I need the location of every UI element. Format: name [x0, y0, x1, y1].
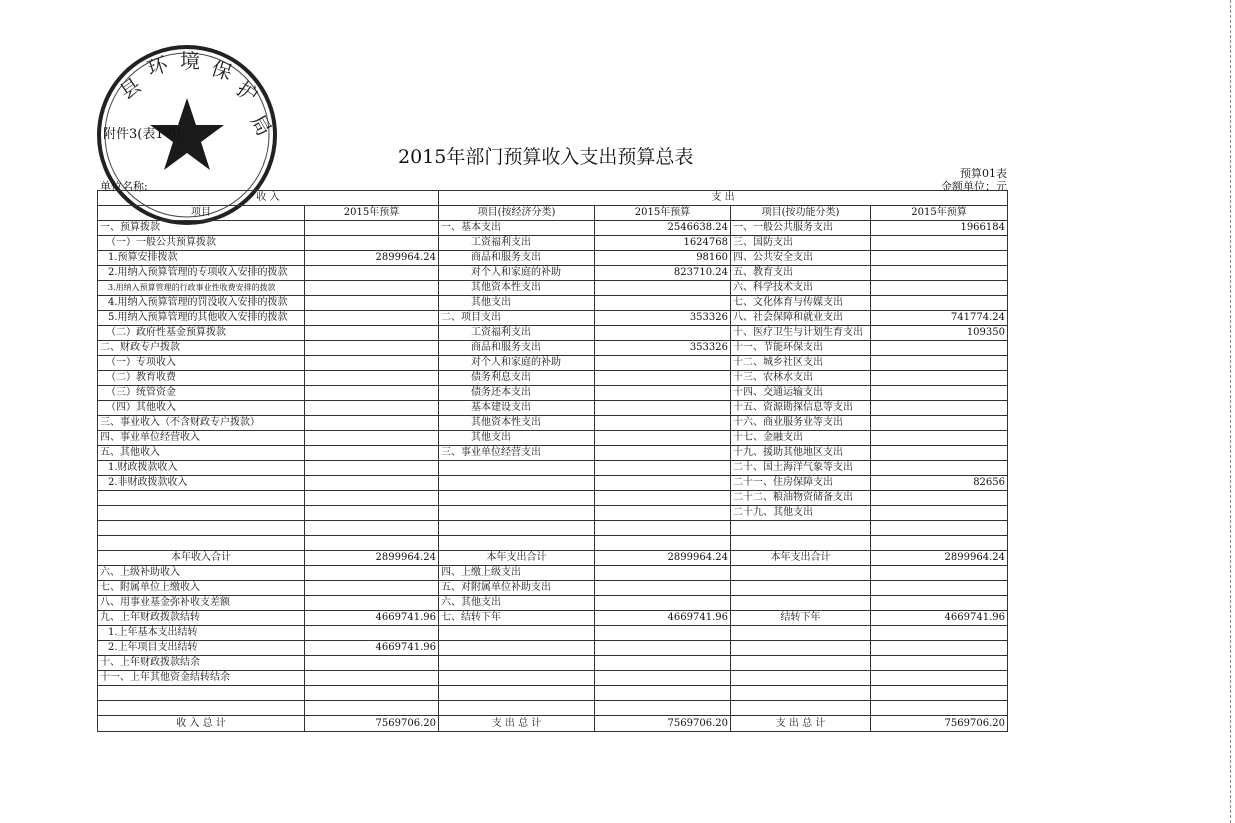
table-row — [98, 491, 1008, 506]
cell-econ-item: 对个人和家庭的补助 — [439, 356, 595, 371]
cell-func-item — [731, 626, 871, 641]
group-header-row — [98, 191, 1008, 206]
col-header-econ-item: 项目(按经济分类) — [439, 206, 595, 221]
cell-income-amount — [305, 296, 439, 311]
cell-income-amount — [305, 446, 439, 461]
cell-econ-amount — [595, 641, 731, 656]
svg-text:局: 局 — [245, 110, 277, 140]
cell-income-amount: 4669741.96 — [305, 611, 439, 626]
cell-econ-amount: 1624768 — [595, 236, 731, 251]
col-header-income-item: 项目 — [98, 206, 305, 221]
cell-func-item: 十九、援助其他地区支出 — [731, 446, 871, 461]
table-row — [98, 536, 1008, 551]
cell-func-item: 二十一、住房保障支出 — [731, 476, 871, 491]
cell-income-item — [98, 506, 305, 521]
cell-func-amount: 109350 — [871, 326, 1008, 341]
cell-func-item: 六、科学技术支出 — [731, 281, 871, 296]
cell-econ-item: 商品和服务支出 — [439, 341, 595, 356]
cell-income-amount — [305, 476, 439, 491]
cell-income-item: 4.用纳入预算管理的罚没收入安排的拨款 — [98, 296, 305, 311]
table-row — [98, 626, 1008, 641]
page-edge — [1229, 0, 1231, 823]
cell-func-item: 十三、农林水支出 — [731, 371, 871, 386]
cell-econ-item: 支 出 总 计 — [439, 716, 595, 732]
col-header-econ-amount: 2015年预算 — [595, 206, 731, 221]
cell-func-item — [731, 581, 871, 596]
cell-econ-amount: 823710.24 — [595, 266, 731, 281]
cell-econ-item: 五、对附属单位补助支出 — [439, 581, 595, 596]
cell-func-amount: 741774.24 — [871, 311, 1008, 326]
cell-income-item — [98, 701, 305, 716]
svg-text:护: 护 — [232, 76, 263, 108]
cell-income-amount — [305, 521, 439, 536]
table-row — [98, 236, 1008, 251]
table-row — [98, 581, 1008, 596]
cell-func-item — [731, 521, 871, 536]
column-header-row — [98, 206, 1008, 221]
cell-func-amount — [871, 491, 1008, 506]
cell-func-amount — [871, 521, 1008, 536]
table-row — [98, 416, 1008, 431]
cell-func-amount — [871, 236, 1008, 251]
cell-func-amount — [871, 416, 1008, 431]
cell-econ-amount — [595, 566, 731, 581]
cell-income-amount — [305, 536, 439, 551]
cell-income-item: 2.用纳入预算管理的专项收入安排的拨款 — [98, 266, 305, 281]
table-row — [98, 506, 1008, 521]
cell-func-item: 十、医疗卫生与计划生育支出 — [731, 326, 871, 341]
col-header-income-amount: 2015年预算 — [305, 206, 439, 221]
cell-func-item — [731, 536, 871, 551]
cell-func-item: 本年支出合计 — [731, 551, 871, 566]
cell-income-amount — [305, 431, 439, 446]
cell-func-item: 十二、城乡社区支出 — [731, 356, 871, 371]
table-row — [98, 671, 1008, 686]
cell-income-item: （四）其他收入 — [98, 401, 305, 416]
cell-econ-amount — [595, 581, 731, 596]
cell-income-amount — [305, 326, 439, 341]
cell-econ-amount — [595, 401, 731, 416]
cell-func-item: 三、国防支出 — [731, 236, 871, 251]
cell-econ-amount: 353326 — [595, 311, 731, 326]
cell-func-amount — [871, 296, 1008, 311]
cell-econ-item: 其他资本性支出 — [439, 281, 595, 296]
cell-func-amount: 7569706.20 — [871, 716, 1008, 732]
cell-func-amount — [871, 281, 1008, 296]
cell-func-item: 五、教育支出 — [731, 266, 871, 281]
cell-func-item: 十六、商业服务业等支出 — [731, 416, 871, 431]
cell-econ-amount — [595, 281, 731, 296]
cell-income-item: 3.用纳入预算管理的行政事业性收费安排的拨款 — [98, 281, 305, 296]
cell-income-amount — [305, 656, 439, 671]
cell-income-item — [98, 536, 305, 551]
cell-econ-item — [439, 641, 595, 656]
svg-text:环: 环 — [144, 51, 171, 81]
cell-income-amount — [305, 386, 439, 401]
cell-income-item — [98, 521, 305, 536]
cell-income-item: 二、财政专户拨款 — [98, 341, 305, 356]
table-row — [98, 221, 1008, 236]
cell-econ-amount: 7569706.20 — [595, 716, 731, 732]
cell-econ-amount — [595, 506, 731, 521]
cell-econ-item: 六、其他支出 — [439, 596, 595, 611]
cell-func-item — [731, 641, 871, 656]
cell-income-amount — [305, 311, 439, 326]
cell-income-item: 三、事业收入（不含财政专户拨款） — [98, 416, 305, 431]
cell-econ-amount — [595, 521, 731, 536]
cell-func-item: 一、一般公共服务支出 — [731, 221, 871, 236]
cell-func-item — [731, 596, 871, 611]
svg-text:保: 保 — [208, 55, 235, 85]
page-title: 2015年部门预算收入支出预算总表 — [398, 146, 694, 168]
cell-econ-amount — [595, 386, 731, 401]
cell-econ-item — [439, 656, 595, 671]
table-row — [98, 371, 1008, 386]
cell-income-amount — [305, 236, 439, 251]
money-unit: 金额单位：元 — [941, 180, 1007, 193]
cell-income-item: 一、预算拨款 — [98, 221, 305, 236]
col-header-func-item: 项目(按功能分类) — [731, 206, 871, 221]
cell-econ-amount — [595, 296, 731, 311]
cell-income-amount — [305, 221, 439, 236]
cell-income-item: （一）专项收入 — [98, 356, 305, 371]
cell-econ-item: 三、事业单位经营支出 — [439, 446, 595, 461]
unit-name-label: 单位名称: — [100, 180, 148, 193]
form-number: 预算01表 — [960, 167, 1007, 180]
table-row — [98, 326, 1008, 341]
cell-econ-item: 商品和服务支出 — [439, 251, 595, 266]
cell-income-amount — [305, 461, 439, 476]
cell-func-item: 十四、交通运输支出 — [731, 386, 871, 401]
cell-income-amount — [305, 401, 439, 416]
table-row — [98, 641, 1008, 656]
cell-income-amount — [305, 506, 439, 521]
cell-func-amount: 4669741.96 — [871, 611, 1008, 626]
cell-econ-item: 对个人和家庭的补助 — [439, 266, 595, 281]
cell-func-amount: 1966184 — [871, 221, 1008, 236]
cell-func-item: 二十、国土海洋气象等支出 — [731, 461, 871, 476]
cell-func-amount — [871, 641, 1008, 656]
cell-func-item: 结转下年 — [731, 611, 871, 626]
cell-econ-item: 基本建设支出 — [439, 401, 595, 416]
cell-func-amount — [871, 341, 1008, 356]
cell-func-amount — [871, 401, 1008, 416]
cell-econ-item — [439, 461, 595, 476]
cell-income-item: 5.用纳入预算管理的其他收入安排的拨款 — [98, 311, 305, 326]
table-row — [98, 266, 1008, 281]
cell-econ-amount: 2546638.24 — [595, 221, 731, 236]
cell-income-item: 七、附属单位上缴收入 — [98, 581, 305, 596]
cell-func-amount — [871, 626, 1008, 641]
cell-econ-item — [439, 701, 595, 716]
table-row — [98, 446, 1008, 461]
cell-income-item: 八、用事业基金弥补收支差额 — [98, 596, 305, 611]
cell-income-item: 2.上年项目支出结转 — [98, 641, 305, 656]
svg-text:境: 境 — [180, 49, 200, 73]
cell-income-amount — [305, 266, 439, 281]
cell-econ-item: 七、结转下年 — [439, 611, 595, 626]
cell-income-item: 五、其他收入 — [98, 446, 305, 461]
table-row — [98, 251, 1008, 266]
cell-func-item: 十一、节能环保支出 — [731, 341, 871, 356]
table-row — [98, 656, 1008, 671]
cell-income-item: 本年收入合计 — [98, 551, 305, 566]
cell-func-item: 七、文化体育与传媒支出 — [731, 296, 871, 311]
cell-func-amount — [871, 446, 1008, 461]
cell-income-amount — [305, 491, 439, 506]
cell-func-item: 二十二、粮油物资储备支出 — [731, 491, 871, 506]
cell-econ-item: 债务利息支出 — [439, 371, 595, 386]
table-row — [98, 701, 1008, 716]
cell-income-item: （三）统管资金 — [98, 386, 305, 401]
table-row — [98, 311, 1008, 326]
cell-income-item: 六、上级补助收入 — [98, 566, 305, 581]
cell-income-amount — [305, 671, 439, 686]
cell-econ-amount — [595, 356, 731, 371]
cell-func-amount — [871, 356, 1008, 371]
table-row — [98, 341, 1008, 356]
cell-income-item — [98, 491, 305, 506]
cell-econ-amount — [595, 656, 731, 671]
cell-econ-amount — [595, 596, 731, 611]
cell-income-amount — [305, 356, 439, 371]
cell-func-amount — [871, 656, 1008, 671]
cell-income-amount — [305, 416, 439, 431]
cell-econ-item — [439, 626, 595, 641]
cell-econ-amount — [595, 461, 731, 476]
cell-econ-amount — [595, 371, 731, 386]
cell-income-amount — [305, 686, 439, 701]
table-row — [98, 596, 1008, 611]
cell-func-amount — [871, 266, 1008, 281]
income-group-header: 收 入 — [98, 191, 439, 206]
svg-text:县: 县 — [115, 72, 146, 105]
col-header-func-amount: 2015年预算 — [871, 206, 1008, 221]
cell-income-amount — [305, 596, 439, 611]
budget-table — [97, 190, 1008, 732]
cell-income-item: 九、上年财政拨款结转 — [98, 611, 305, 626]
table-row — [98, 296, 1008, 311]
table-row — [98, 521, 1008, 536]
cell-econ-amount — [595, 626, 731, 641]
cell-econ-amount: 2899964.24 — [595, 551, 731, 566]
cell-func-item: 八、社会保障和就业支出 — [731, 311, 871, 326]
cell-func-item — [731, 566, 871, 581]
cell-econ-amount — [595, 416, 731, 431]
cell-income-amount — [305, 581, 439, 596]
cell-income-amount — [305, 626, 439, 641]
cell-income-amount — [305, 701, 439, 716]
cell-econ-item: 一、基本支出 — [439, 221, 595, 236]
cell-income-item — [98, 686, 305, 701]
expense-group-header: 支 出 — [439, 191, 1008, 206]
table-row — [98, 551, 1008, 566]
cell-econ-amount — [595, 701, 731, 716]
table-row — [98, 281, 1008, 296]
cell-func-amount — [871, 461, 1008, 476]
table-row — [98, 686, 1008, 701]
cell-func-item: 二十九、其他支出 — [731, 506, 871, 521]
table-row — [98, 566, 1008, 581]
cell-income-item: 十、上年财政拨款结余 — [98, 656, 305, 671]
cell-income-item: 收 入 总 计 — [98, 716, 305, 732]
cell-income-item: （二）教育收费 — [98, 371, 305, 386]
table-row — [98, 716, 1008, 732]
cell-econ-item — [439, 686, 595, 701]
cell-func-item — [731, 656, 871, 671]
cell-income-item: （一）一般公共预算拨款 — [98, 236, 305, 251]
cell-func-amount: 2899964.24 — [871, 551, 1008, 566]
cell-func-amount — [871, 596, 1008, 611]
cell-econ-item: 债务还本支出 — [439, 386, 595, 401]
cell-income-amount — [305, 281, 439, 296]
table-row — [98, 476, 1008, 491]
cell-func-item — [731, 671, 871, 686]
cell-econ-amount — [595, 326, 731, 341]
cell-income-amount — [305, 341, 439, 356]
cell-func-item — [731, 701, 871, 716]
cell-func-amount — [871, 251, 1008, 266]
cell-econ-item: 工资福利支出 — [439, 236, 595, 251]
cell-income-item: 四、事业单位经营收入 — [98, 431, 305, 446]
cell-func-amount: 82656 — [871, 476, 1008, 491]
cell-income-item: （二）政府性基金预算拨款 — [98, 326, 305, 341]
cell-func-amount — [871, 431, 1008, 446]
cell-income-item: 十一、上年其他资金结转结余 — [98, 671, 305, 686]
table-row — [98, 356, 1008, 371]
cell-income-amount: 4669741.96 — [305, 641, 439, 656]
table-row — [98, 431, 1008, 446]
cell-income-item: 2.非财政拨款收入 — [98, 476, 305, 491]
cell-econ-item — [439, 671, 595, 686]
cell-func-amount — [871, 386, 1008, 401]
cell-econ-item — [439, 491, 595, 506]
cell-econ-amount — [595, 491, 731, 506]
cell-func-item: 十五、资源勘探信息等支出 — [731, 401, 871, 416]
cell-func-amount — [871, 506, 1008, 521]
table-row — [98, 461, 1008, 476]
cell-econ-item — [439, 521, 595, 536]
cell-func-amount — [871, 371, 1008, 386]
cell-econ-item — [439, 506, 595, 521]
cell-func-amount — [871, 536, 1008, 551]
cell-income-item: 1.财政拨款收入 — [98, 461, 305, 476]
cell-func-amount — [871, 686, 1008, 701]
cell-econ-item: 工资福利支出 — [439, 326, 595, 341]
cell-econ-amount — [595, 431, 731, 446]
cell-func-item: 支 出 总 计 — [731, 716, 871, 732]
table-row — [98, 386, 1008, 401]
cell-func-item: 十七、金融支出 — [731, 431, 871, 446]
cell-income-amount: 7569706.20 — [305, 716, 439, 732]
cell-econ-amount — [595, 476, 731, 491]
cell-income-amount — [305, 371, 439, 386]
cell-econ-item — [439, 476, 595, 491]
cell-econ-amount: 4669741.96 — [595, 611, 731, 626]
cell-econ-item: 其他支出 — [439, 296, 595, 311]
cell-econ-item: 其他支出 — [439, 431, 595, 446]
cell-func-item — [731, 686, 871, 701]
cell-econ-item: 四、上缴上级支出 — [439, 566, 595, 581]
cell-econ-item — [439, 536, 595, 551]
cell-econ-amount — [595, 536, 731, 551]
cell-func-amount — [871, 671, 1008, 686]
cell-income-amount: 2899964.24 — [305, 251, 439, 266]
table-row — [98, 401, 1008, 416]
cell-econ-amount: 98160 — [595, 251, 731, 266]
cell-econ-amount — [595, 671, 731, 686]
cell-econ-item: 其他资本性支出 — [439, 416, 595, 431]
cell-econ-amount — [595, 446, 731, 461]
cell-func-amount — [871, 581, 1008, 596]
cell-econ-item: 本年支出合计 — [439, 551, 595, 566]
cell-econ-amount — [595, 686, 731, 701]
cell-econ-amount: 353326 — [595, 341, 731, 356]
cell-func-item: 四、公共安全支出 — [731, 251, 871, 266]
cell-func-amount — [871, 701, 1008, 716]
cell-econ-item: 二、项目支出 — [439, 311, 595, 326]
cell-income-amount — [305, 566, 439, 581]
cell-func-amount — [871, 566, 1008, 581]
cell-income-item: 1.预算安排拨款 — [98, 251, 305, 266]
table-row — [98, 611, 1008, 626]
attachment-label: 附件3(表1-6) — [103, 127, 182, 142]
cell-income-amount: 2899964.24 — [305, 551, 439, 566]
cell-income-item: 1.上年基本支出结转 — [98, 626, 305, 641]
